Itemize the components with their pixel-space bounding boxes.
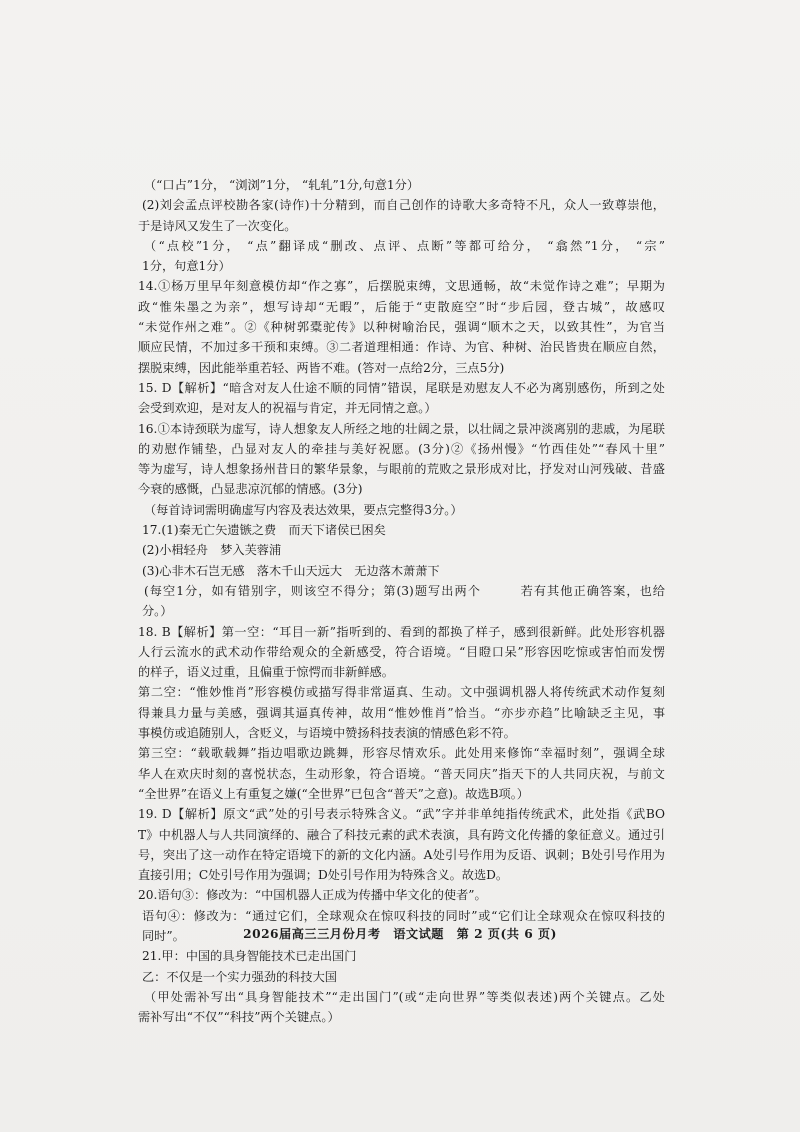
text-line: 摆脱束缚，因此能举重若轻、两皆不难。(答对一点给2分，三点5分) [138, 360, 505, 375]
text-line: 会受到欢迎，是对友人的祝福与肯定，并无同情之意。） [138, 401, 437, 416]
text-line: 的样子，语义过重，且偏重于惊愕而非新鲜感。 [138, 665, 394, 680]
text-line: 顺应民情，不加过多干预和束缚。③二者道理相通：作诗、为官、种树、治民皆贵在顺应自然， [138, 340, 665, 355]
text-line: “全世界”在语义上有重复之嫌(“全世界”已包含“普天”之意)。故选B项。） [138, 786, 529, 801]
text-line: T》中机器人与人共同演绎的、融合了科技元素的武术表演，具有跨文化传播的象征意义。通过引 [138, 827, 665, 842]
text-line: 20.语句③：修改为：“中国机器人正成为传播中华文化的使者”。 [138, 888, 487, 903]
text-line: 17.(1)秦无亡矢遗镞之费 而天下诸侯已困矣 [142, 523, 386, 538]
answer-content [138, 175, 665, 1027]
text-line: 的劝慰作铺垫，凸显对友人的牵挂与美好祝愿。(3分)②《扬州慢》“竹西佳处”“春风十里” [138, 441, 665, 456]
text-line: （甲处需补写出“具身智能技术”“走出国门”(或“走向世界”等类似表述)两个关键点。乙处 [144, 989, 665, 1004]
text-line: 14.①杨万里早年刻意模仿却“作之寡”，后摆脱束缚，文思通畅，故“未觉作诗之难”；早期为 [138, 279, 665, 294]
text-line: 19. D【解析】原文“武”处的引号表示特殊含义。“武”字并非单纯指传统武术，此处指《武BO [138, 807, 665, 822]
text-line: 事模仿或追随别人，含贬义，与语境中赞扬科技表演的情感色彩不符。 [138, 726, 516, 741]
text-line: (2)小楫轻舟 梦入芙蓉浦 [142, 543, 282, 558]
text-line: 人行云流水的武术动作带给观众的全新感受，符合语境。“目瞪口呆”形容因吃惊或害怕而发愣 [138, 644, 665, 659]
text-line: 今衰的感慨，凸显悲凉沉郁的情感。(3分) [138, 482, 363, 497]
page-footer: 2026届高三三月份月考 语文试题 第 2 页(共 6 页) [243, 927, 557, 941]
text-line: 乙：不仅是一个实力强劲的科技大国 [142, 969, 337, 984]
text-line: 第二空：“惟妙惟肖”形容模仿或描写得非常逼真、生动。文中强调机器人将传统武术动作复刻 [138, 685, 665, 700]
text-line: 于是诗风又发生了一次变化。 [138, 218, 297, 233]
text-line: 16.①本诗颈联为虚写，诗人想象友人所经之地的壮阔之景，以壮阔之景冲淡离别的悲戚，为尾联 [138, 421, 665, 436]
text-line: 直接引用；C处引号作用为强调；D处引号作用为特殊含义。故选D。 [138, 868, 509, 883]
text-line: (每空1分，如有错别字，则该空不得分；第(3)题写出两个 若有其他正确答案，也给 [144, 583, 665, 598]
text-line: 等为虚写，诗人想象扬州昔日的繁华景象，与眼前的荒败之景形成对比，抒发对山河残破、昔盛 [138, 462, 665, 477]
text-line: （“点校”1分， “点”翻译成“删改、点评、点断”等都可给分， “翕然”1分， “宗” [144, 238, 665, 253]
text-line: 18. B【解析】第一空：“耳目一新”指听到的、看到的都换了样子，感到很新鲜。此处形容机器 [138, 624, 665, 639]
text-line: 15. D【解析】“暗含对友人仕途不顺的同情”错误，尾联是劝慰友人不必为离别感伤，所到之处 [138, 380, 665, 395]
text-line: 分。） [142, 604, 173, 619]
text-line: “未觉作州之难”。②《种树郭橐驼传》以种树喻治民，强调“顺木之天，以致其性”，为官当 [138, 320, 665, 335]
text-line: 号，突出了这一动作在特定语境下的新的文化内涵。A处引号作用为反语、讽刺；B处引号作用为 [138, 847, 665, 862]
text-line: (3)心非木石岂无感 落木千山天远大 无边落木萧萧下 [142, 563, 440, 578]
text-line: 得兼具力量与美感，强调其逼真传神，故用“惟妙惟肖”恰当。“亦步亦趋”比喻缺乏主见，事 [138, 705, 665, 720]
text-line: 语句④：修改为：“通过它们，全球观众在惊叹科技的同时”或“它们让全球观众在惊叹科技的 [142, 908, 665, 923]
text-line: 21.甲：中国的具身智能技术已走出国门 [142, 949, 357, 964]
text-line: (2)刘会孟点评校勘各家(诗作)十分精到，而自己创作的诗歌大多奇特不凡，众人一致尊崇他， [142, 198, 665, 213]
text-line: 政“惟朱墨之为亲”，想写诗却“无暇”，后能于“吏散庭空”时“步后园，登古城”，故感叹 [138, 299, 665, 314]
text-line: 需补写出“不仅”“科技”两个关键点。） [138, 1010, 340, 1025]
text-line: （“口占”1分， “浏浏”1分， “轧轧”1分,句意1分） [144, 178, 420, 192]
text-line: （每首诗词需明确虚写内容及表达效果，要点完整得3分。） [144, 502, 463, 517]
text-line: 第三空：“载歌载舞”指边唱歌边跳舞，形容尽情欢乐。此处用来修饰“幸福时刻”，强调全球 [138, 746, 665, 761]
text-line: 同时”。 [142, 928, 185, 943]
text-line: 华人在欢庆时刻的喜悦状态，生动形象，符合语境。“普天同庆”指天下的人共同庆祝，与前文 [138, 766, 665, 781]
text-line: 1分，句意1分） [142, 259, 231, 274]
